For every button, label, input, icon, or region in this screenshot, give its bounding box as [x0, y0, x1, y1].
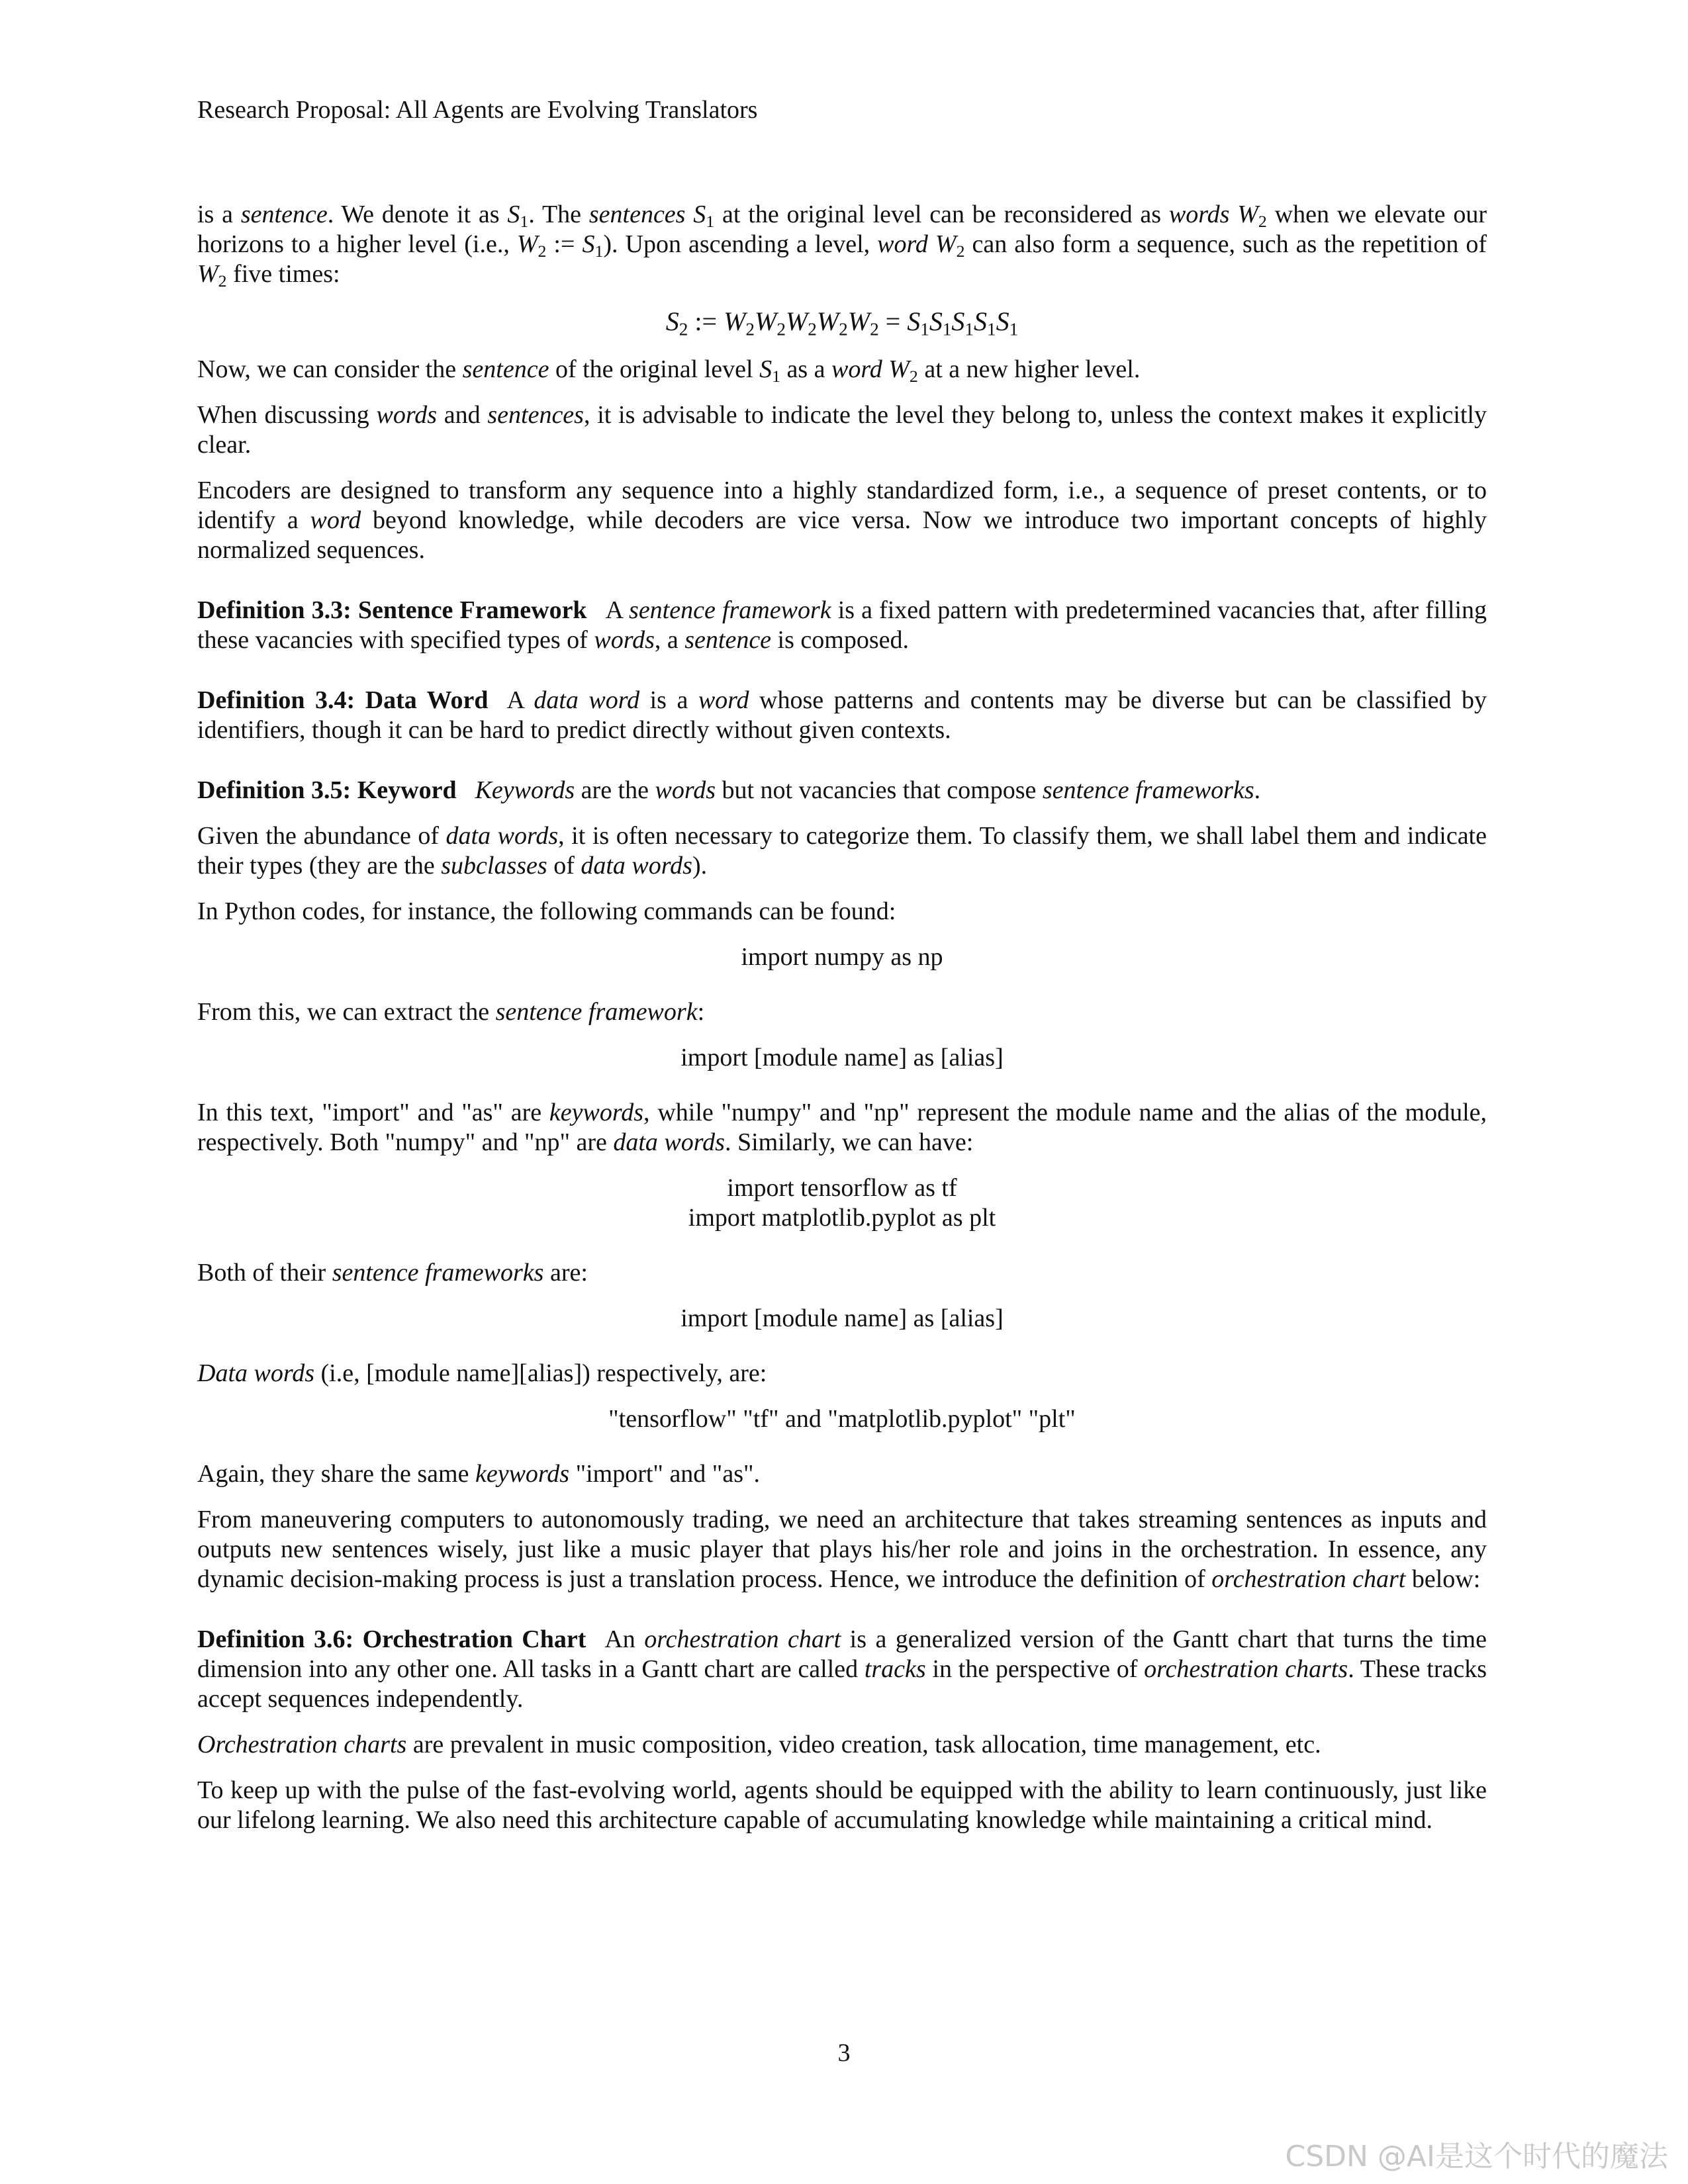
running-header: Research Proposal: All Agents are Evolving Translators [197, 96, 758, 124]
paragraph-python-codes: In Python codes, for instance, the following commands can be found: [197, 897, 896, 925]
paragraph-level-advice: When discussing words and sentences, it is advisable to indicate the level they belong to, unless the context makes it explicitly clear. [197, 401, 1487, 459]
paragraph-data-words: Given the abundance of data words, it is often necessary to categorize them. To classify them, we shall label them and indicate their types (they are the subclasses of data words). [197, 822, 1487, 880]
definition-title: Definition 3.3: Sentence Framework [197, 596, 587, 624]
definition-3-5: Definition 3.5: Keyword Keywords are the words but not vacancies that compose sentence frameworks. [197, 776, 1261, 804]
paragraph-new-level: Now, we can consider the sentence of the original level $S_1$ as a word $W_2$ at a new higher level. [197, 355, 1141, 387]
paragraph-same-keywords: Again, they share the same keywords "import" and "as". [197, 1460, 760, 1488]
page-body [197, 200, 1487, 1851]
paragraph-levels-intro: is a sentence. We denote it as $S_1$. The sentences $S_1$ at the original level can be reconsidered as words $W_2$ when we elevate our horizons to a higher level (i.e., $W_2$ := $S_1$). Upon ascending a level, word $W_2$ can also form a sequence, such as the repetition of $W_2$ five times: [197, 201, 1487, 291]
equation-s2: $S_2$ := $W_2W_2W_2W_2W_2 = S_1S_1S_1S_1S_1$ [665, 306, 1019, 340]
definition-3-4: Definition 3.4: Data Word A data word is a word whose patterns and contents may be diverse but can be classified by identifiers, though it can be hard to predict directly without given contexts. [197, 686, 1487, 744]
code-data-words: "tensorflow" "tf" and "matplotlib.pyplot" "plt" [608, 1405, 1076, 1433]
paragraph-lifelong-learning: To keep up with the pulse of the fast-evolving world, agents should be equipped with the ability to learn continuously, just like our lifelong learning. We also need this architecture capable of accumulating knowledge while maintaining a critical mind. [197, 1776, 1487, 1834]
definition-3-3: Definition 3.3: Sentence Framework A sentence framework is a fixed pattern with predetermined vacancies that, after filling these vacancies with specified types of words, a sentence is composed. [197, 596, 1487, 654]
paragraph-orchestration-intro: From maneuvering computers to autonomously trading, we need an architecture that takes streaming sentences as inputs and outputs new sentences wisely, just like a music player that plays his/her role and joins in the orchestration. In essence, any dynamic decision-making process is just a translation process. Hence, we introduce the definition of orchestration chart below: [197, 1506, 1487, 1593]
paragraph-orchestration-uses: Orchestration charts are prevalent in music composition, video creation, task allocation, time management, etc. [197, 1731, 1321, 1758]
code-line: import tensorflow as tf [727, 1174, 957, 1202]
paragraph-data-words-respectively: Data words (i.e, [module name][alias]) respectively, are: [197, 1359, 767, 1387]
code-example-tensorflow-matplotlib [197, 1173, 1487, 1233]
definition-title: Definition 3.4: Data Word [197, 686, 489, 714]
page-number: 3 [837, 2039, 851, 2067]
paragraph-keywords-explanation: In this text, "import" and "as" are keywords, while "numpy" and "np" represent the module name and the alias of the module, respectively. Both "numpy" and "np" are data words. Similarly, we can have: [197, 1099, 1487, 1156]
code-framework-repeat: import [module name] as [alias] [680, 1304, 1004, 1332]
paragraph-extract-framework: From this, we can extract the sentence framework: [197, 998, 705, 1026]
code-framework: import [module name] as [alias] [680, 1044, 1004, 1071]
paragraph-both-frameworks: Both of their sentence frameworks are: [197, 1259, 588, 1287]
code-line: import matplotlib.pyplot as plt [688, 1204, 996, 1232]
watermark: CSDN @AI是这个时代的魔法 [1285, 2140, 1668, 2173]
definition-title: Definition 3.6: Orchestration Chart [197, 1625, 586, 1653]
paragraph-encoders: Encoders are designed to transform any sequence into a highly standardized form, i.e., a sequence of preset contents, or to identify a word beyond knowledge, while decoders are vice versa. Now we introduce two important concepts of highly normalized sequences. [197, 477, 1487, 564]
code-example-numpy: import numpy as np [741, 943, 943, 971]
definition-3-6: Definition 3.6: Orchestration Chart An orchestration chart is a generalized version of the Gantt chart that turns the time dimension into any other one. All tasks in a Gantt chart are called tracks in the perspective of orchestration charts. These tracks accept sequences independently. [197, 1625, 1487, 1713]
definition-title: Definition 3.5: Keyword [197, 776, 457, 804]
